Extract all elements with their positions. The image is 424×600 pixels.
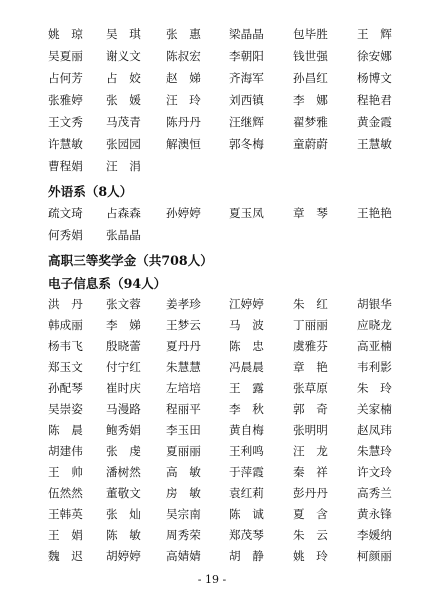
name-cell: 许文玲 bbox=[357, 465, 392, 479]
name-cell: 王 露 bbox=[229, 381, 264, 395]
name-cell: 潘树然 bbox=[106, 465, 141, 479]
name-cell: 高 敏 bbox=[166, 465, 201, 479]
table-row bbox=[48, 485, 392, 501]
name-cell: 张晶晶 bbox=[106, 228, 141, 242]
name-cell: 殷晓蕾 bbox=[106, 339, 141, 353]
name-cell: 马漫路 bbox=[106, 402, 141, 416]
name-cell: 张明明 bbox=[293, 423, 328, 437]
name-cell: 吴夏丽 bbox=[48, 49, 83, 63]
name-cell: 胡 静 bbox=[229, 549, 264, 563]
name-cell: 陈 忠 bbox=[229, 339, 264, 353]
table-row bbox=[48, 359, 392, 375]
name-cell: 陈丹丹 bbox=[166, 115, 201, 129]
table-row bbox=[48, 296, 392, 312]
name-cell: 柯颜丽 bbox=[357, 549, 392, 563]
table-row bbox=[48, 380, 392, 396]
name-cell: 杨博文 bbox=[357, 71, 392, 85]
name-cell: 翟梦雅 bbox=[293, 115, 328, 129]
name-cell: 朱 玲 bbox=[357, 381, 392, 395]
name-cell: 马茂青 bbox=[106, 115, 141, 129]
name-cell: 吴崇姿 bbox=[48, 402, 83, 416]
name-cell: 李朝阳 bbox=[229, 49, 264, 63]
name-cell: 房 敏 bbox=[166, 486, 201, 500]
name-cell: 汪 涓 bbox=[106, 159, 141, 173]
table-row bbox=[48, 401, 392, 417]
name-cell: 朱慧玲 bbox=[357, 444, 392, 458]
page-number: - 19 - bbox=[197, 573, 227, 586]
name-cell: 许慧敏 bbox=[48, 137, 83, 151]
name-cell: 梁晶晶 bbox=[229, 27, 264, 41]
section-heading-third-class-scholarship: 高职三等奖学金（共708人） bbox=[48, 253, 213, 268]
name-cell: 汪继辉 bbox=[229, 115, 264, 129]
name-cell: 于萍霞 bbox=[229, 465, 264, 479]
name-cell: 章 艳 bbox=[293, 360, 328, 374]
table-row bbox=[48, 443, 392, 459]
name-cell: 王梦云 bbox=[166, 318, 201, 332]
table-row bbox=[48, 464, 392, 480]
table-row bbox=[48, 527, 392, 543]
name-cell: 应晓龙 bbox=[357, 318, 392, 332]
name-cell: 疏文琦 bbox=[48, 206, 83, 220]
name-cell: 吴 琪 bbox=[106, 27, 141, 41]
name-cell: 韩成丽 bbox=[48, 318, 83, 332]
name-cell: 包毕胜 bbox=[293, 27, 328, 41]
name-cell: 朱慧慧 bbox=[166, 360, 201, 374]
table-row bbox=[48, 317, 392, 333]
name-cell: 伍然然 bbox=[48, 486, 83, 500]
name-cell: 高秀兰 bbox=[357, 486, 392, 500]
table-row bbox=[48, 548, 392, 564]
name-cell: 李 秋 bbox=[229, 402, 264, 416]
name-cell: 胡建伟 bbox=[48, 444, 83, 458]
name-cell: 马 波 bbox=[229, 318, 264, 332]
name-cell: 吴宗南 bbox=[166, 507, 201, 521]
name-cell: 张文蓉 bbox=[106, 297, 141, 311]
name-cell: 陈叔宏 bbox=[166, 49, 201, 63]
name-cell: 汪 玲 bbox=[166, 93, 201, 107]
section-heading-foreign-languages: 外语系（8人） bbox=[48, 184, 133, 199]
name-cell: 刘西镇 bbox=[229, 93, 264, 107]
name-cell: 童蔚蔚 bbox=[293, 137, 328, 151]
name-cell: 郑茂琴 bbox=[229, 528, 264, 542]
name-cell: 姚 玲 bbox=[293, 549, 328, 563]
name-cell: 赵凤玮 bbox=[357, 423, 392, 437]
name-cell: 黄金霞 bbox=[357, 115, 392, 129]
name-cell: 张草原 bbox=[293, 381, 328, 395]
name-cell: 崔时庆 bbox=[106, 381, 141, 395]
name-cell: 程丽平 bbox=[166, 402, 201, 416]
name-cell: 朱 云 bbox=[293, 528, 328, 542]
name-cell: 张 灿 bbox=[106, 507, 141, 521]
name-cell: 黄自梅 bbox=[229, 423, 264, 437]
name-cell: 赵 娣 bbox=[166, 71, 201, 85]
name-cell: 夏丹丹 bbox=[166, 339, 201, 353]
name-cell: 丁丽丽 bbox=[293, 318, 328, 332]
table-row bbox=[48, 506, 392, 522]
name-cell: 夏玉凤 bbox=[229, 206, 264, 220]
name-cell: 夏 含 bbox=[293, 507, 328, 521]
table-row bbox=[48, 92, 392, 108]
name-cell: 章 琴 bbox=[293, 206, 328, 220]
name-cell: 张雅婷 bbox=[48, 93, 83, 107]
name-cell: 孙昌红 bbox=[293, 71, 328, 85]
name-cell: 付宁红 bbox=[106, 360, 141, 374]
table-row bbox=[48, 48, 392, 64]
name-cell: 冯晨晨 bbox=[229, 360, 264, 374]
name-cell: 解澳恒 bbox=[166, 137, 201, 151]
name-cell: 王 帅 bbox=[48, 465, 83, 479]
name-cell: 郭 奇 bbox=[293, 402, 328, 416]
name-cell: 何秀娟 bbox=[48, 228, 83, 242]
name-cell: 胡银华 bbox=[357, 297, 392, 311]
name-cell: 李媛纳 bbox=[357, 528, 392, 542]
name-cell: 姚 琼 bbox=[48, 27, 83, 41]
name-cell: 韦利影 bbox=[357, 360, 392, 374]
name-cell: 李玉田 bbox=[166, 423, 201, 437]
name-cell: 黄永锋 bbox=[357, 507, 392, 521]
name-cell: 陈 敏 bbox=[106, 528, 141, 542]
name-cell: 彭丹丹 bbox=[293, 486, 328, 500]
table-row bbox=[48, 422, 392, 438]
table-row bbox=[48, 136, 392, 152]
name-cell: 程艳君 bbox=[357, 93, 392, 107]
name-cell: 王慧敏 bbox=[357, 137, 392, 151]
name-cell: 李 娜 bbox=[293, 93, 328, 107]
section-heading-electronics: 电子信息系（94人） bbox=[48, 276, 167, 291]
name-cell: 曹程娟 bbox=[48, 159, 83, 173]
name-cell: 钱世强 bbox=[293, 49, 328, 63]
name-cell: 姜孝珍 bbox=[166, 297, 201, 311]
name-cell: 郑玉文 bbox=[48, 360, 83, 374]
name-cell: 陈 晨 bbox=[48, 423, 83, 437]
name-cell: 高婧婧 bbox=[166, 549, 201, 563]
name-cell: 张 惠 bbox=[166, 27, 201, 41]
name-cell: 胡婷婷 bbox=[106, 549, 141, 563]
name-cell: 关家楠 bbox=[357, 402, 392, 416]
name-cell: 秦 祥 bbox=[293, 465, 328, 479]
name-cell: 周秀荣 bbox=[166, 528, 201, 542]
name-cell: 董敬文 bbox=[106, 486, 141, 500]
name-cell: 夏丽丽 bbox=[166, 444, 201, 458]
name-cell: 占何芳 bbox=[48, 71, 83, 85]
name-cell: 齐海军 bbox=[229, 71, 264, 85]
name-cell: 孙婷婷 bbox=[166, 206, 201, 220]
name-cell: 汪 龙 bbox=[293, 444, 328, 458]
name-cell: 孙配琴 bbox=[48, 381, 83, 395]
name-cell: 李 娣 bbox=[106, 318, 141, 332]
name-cell: 郭冬梅 bbox=[229, 137, 264, 151]
name-cell: 王 辉 bbox=[357, 27, 392, 41]
name-cell: 占 姣 bbox=[106, 71, 141, 85]
name-cell: 洪 丹 bbox=[48, 297, 83, 311]
name-cell: 王韩英 bbox=[48, 507, 83, 521]
name-cell: 王利鸣 bbox=[229, 444, 264, 458]
name-cell: 张园园 bbox=[106, 137, 141, 151]
table-row bbox=[48, 70, 392, 86]
name-cell: 王 娟 bbox=[48, 528, 83, 542]
name-cell: 袁红莉 bbox=[229, 486, 264, 500]
table-row bbox=[48, 114, 392, 130]
table-row bbox=[48, 205, 392, 221]
table-row bbox=[48, 26, 392, 42]
name-cell: 陈 诚 bbox=[229, 507, 264, 521]
name-cell: 朱 红 bbox=[293, 297, 328, 311]
name-cell: 江婷婷 bbox=[229, 297, 264, 311]
name-cell: 徐安娜 bbox=[357, 49, 392, 63]
name-cell: 张 虔 bbox=[106, 444, 141, 458]
table-row bbox=[48, 158, 378, 174]
name-cell: 魏 迟 bbox=[48, 549, 83, 563]
name-cell: 左培培 bbox=[166, 381, 201, 395]
table-row bbox=[48, 338, 392, 354]
name-cell: 鲍秀娟 bbox=[106, 423, 141, 437]
name-cell: 占森森 bbox=[106, 206, 141, 220]
name-cell: 高亚楠 bbox=[357, 339, 392, 353]
name-cell: 王艳艳 bbox=[357, 206, 392, 220]
table-row bbox=[48, 227, 378, 243]
name-cell: 虞雅芬 bbox=[293, 339, 328, 353]
name-cell: 张 媛 bbox=[106, 93, 141, 107]
name-cell: 谢义文 bbox=[106, 49, 141, 63]
name-cell: 王文秀 bbox=[48, 115, 83, 129]
name-cell: 杨韦飞 bbox=[48, 339, 83, 353]
